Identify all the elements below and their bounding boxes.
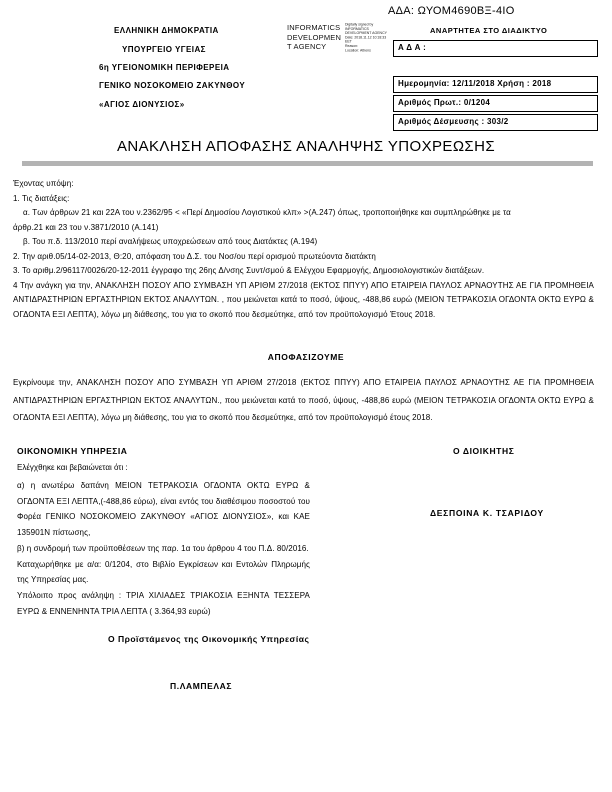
ada-code: ΑΔΑ: ΩΥΟΜ4690ΒΞ-4ΙΟ bbox=[388, 5, 515, 17]
preamble-item-1: 1. Τις διατάξεις: bbox=[13, 193, 70, 203]
stamp-line: INFORMATICS bbox=[345, 27, 369, 31]
ada-box: Α Δ Α : bbox=[393, 40, 598, 57]
protocol-number-box: Αριθμός Πρωτ.: 0/1204 bbox=[393, 95, 598, 112]
finance-checked-line: Ελέγχθηκε και βεβαιώνεται ότι : bbox=[17, 463, 128, 472]
decision-paragraph: Εγκρίνουμε την, ΑΝΑΚΛΗΣΗ ΠΟΣΟΥ ΑΠΟ ΣΥΜΒΑΣΗ ΥΠ ΑΡΙΘΜ 27/2018 (ΕΚΤΟΣ ΠΠΥΥ) ΑΠΟ ΕΤΑΙΡΕΙΑ ΠΑΥΛΟΣ ΑΡΝΑΟΥΤΗΣ ΑΕ ΓΙΑ ΠΡΟΜΗΘΕΙΑ ΑΝΤΙΔΡΑΣΤΗΡΙΩΝ ΕΡΓΑΣΤΗΡΙΩΝ ΕΚΤΟΣ ΑΝΑΛΥΤΩΝ., που μειώνεται κατά το ποσό, ύψους, -488,86 ευρώ (ΜΕΙΟΝ ΤΕΤΡΑΚΟΣΙΑ ΟΓΔΟΝΤΑ ΟΚΤΩ ΕΥΡΩ & ΟΓΔΟΝΤΑ ΕΞΙ ΛΕΠΤΑ), λόγω μη διάθεσης, του για το σκοπό που δεσμεύτηκε, από τον προϋπολογισμό έτους 2018. bbox=[13, 378, 594, 422]
preamble-item-1b: β. Του π.δ. 113/2010 περί αναλήψεως υποχρεώσεων από τους Διατάκτες (Α.194) bbox=[23, 237, 318, 246]
stamp-line: EET bbox=[345, 40, 352, 44]
finance-point-b: β) η συνδρομή των προϋποθέσεων της παρ. 1α του άρθρου 4 του Π.Δ. 80/2016. bbox=[17, 543, 309, 553]
org-line-region: 6η ΥΓΕΙΟΝΟΜΙΚΗ ΠΕΡΙΦΕΡΕΙΑ bbox=[99, 63, 230, 72]
stamp-line: Digitally signed by bbox=[345, 23, 374, 27]
finance-head-title: Ο Προϊστάμενος της Οικονομικής Υπηρεσίας bbox=[108, 634, 310, 644]
org-line-hospital: ΓΕΝΙΚΟ ΝΟΣΟΚΟΜΕΙΟ ΖΑΚΥΝΘΟΥ bbox=[99, 81, 246, 90]
commitment-number-box: Αριθμός Δέσμευσης : 303/2 bbox=[393, 114, 598, 131]
org-line-republic: ΕΛΛΗΝΙΚΗ ΔΗΜΟΚΡΑΤΙΑ bbox=[114, 26, 219, 35]
finance-certification-column bbox=[17, 478, 310, 619]
preamble-item-4: 4 Την ανάγκη για την, ΑΝΑΚΛΗΣΗ ΠΟΣΟΥ ΑΠΟ ΣΥΜΒΑΣΗ ΥΠ ΑΡΙΘΜ 27/2018 (ΕΚΤΟΣ ΠΠΥΥ) ΑΠΟ ΕΤΑΙΡΕΙΑ ΠΑΥΛΟΣ ΑΡΝΑΟΥΤΗΣ ΑΕ ΓΙΑ ΠΡΟΜΗΘΕΙΑ ΑΝΤΙΔΡΑΣΤΗΡΙΩΝ ΕΡΓΑΣΤΗΡΙΩΝ ΕΚΤΟΣ ΑΝΑΛΥΤΩΝ. , που μειώνεται κατά το ποσό, ύψους, -488,86 ευρώ (ΜΕΙΟΝ ΤΕΤΡΑΚΟΣΙΑ ΟΓΔΟΝΤΑ ΟΚΤΩ ΕΥΡΩ & ΟΓΔΟΝΤΑ ΕΞΙ ΛΕΠΤΑ), λόγω μη διάθεσης, του για το σκοπό που δεσμεύτηκε, από τον προϋπολογισμό Έτους 2018. bbox=[13, 280, 594, 319]
finance-service-heading: ΟΙΚΟΝΟΜΙΚΗ ΥΠΗΡΕΣΙΑ bbox=[17, 446, 128, 456]
stamp-line: DEVELOPMENT AGENCY bbox=[345, 31, 387, 36]
decision-heading: ΑΠΟΦΑΣΙΖΟΥΜΕ bbox=[267, 352, 345, 362]
date-box: Ημερομηνία: 12/11/2018 Χρήση : 2018 bbox=[393, 76, 598, 93]
preamble-item-1a-cont: άρθρ.21 και 23 του ν.3871/2010 (Α.141) bbox=[13, 222, 159, 232]
ida-line: INFORMATICS bbox=[287, 23, 341, 32]
page-title: ΑΝΑΚΛΗΣΗ ΑΠΟΦΑΣΗΣ ΑΝΑΛΗΨΗΣ ΥΠΟΧΡΕΩΣΗΣ bbox=[116, 138, 496, 155]
preamble-item-1a: α. Των άρθρων 21 και 22Α του ν.2362/95 < «Περί Δημοσίου Λογιστικού κλπ» >(Α.247) όπως, τροποποιήθηκε και συμπληρώθηκε με τα bbox=[23, 208, 511, 217]
preamble-section bbox=[13, 177, 594, 322]
finance-head-name: Π.ΛΑΜΠΕΛΑΣ bbox=[170, 681, 233, 691]
finance-registered-line: Καταχωρήθηκε με α/α: 0/1204, στο Βιβλίο Εγκρίσεων και Εντολών Πληρωμής της Υπηρεσίας μας. bbox=[17, 559, 310, 585]
having-regard-line: Έχοντας υπόψη: bbox=[13, 179, 74, 188]
stamp-line: Date: 2018.11.12 10:18:33 bbox=[345, 35, 387, 40]
preamble-item-3: 3. Το αριθμ.2/96117/0026/20-12-2011 έγγραφο της 26ης Δ/νσης Συντ/σμού & Ελέγχου Εφαρμογής, Δημοσιολογιστικών διατάξεων. bbox=[13, 266, 485, 275]
org-line-ministry: ΥΠΟΥΡΓΕΙΟ ΥΓΕΙΑΣ bbox=[122, 45, 206, 54]
commander-name: ΔΕΣΠΟΙΝΑ Κ. ΤΣΑΡΙΔΟΥ bbox=[430, 508, 544, 518]
ida-line: T AGENCY bbox=[287, 42, 327, 51]
org-line-hospital-name: «ΑΓΙΟΣ ΔΙΟΝΥΣΙΟΣ» bbox=[99, 100, 185, 109]
internet-posting-note: ΑΝΑΡΤΗΤΕΑ ΣΤΟ ΔΙΑΔΙΚΤΥΟ bbox=[430, 26, 548, 35]
preamble-item-2: 2. Την αριθ.05/14-02-2013, Θ:20, απόφαση του Δ.Σ. του Νοσ/ου περί ορισμού πρωτεύοντα διατάκτη bbox=[13, 251, 376, 261]
stamp-line: Location: Athens bbox=[345, 48, 371, 53]
commander-title: Ο ΔΙΟΙΚΗΤΗΣ bbox=[453, 446, 515, 456]
stamp-line: Reason: bbox=[345, 44, 359, 48]
finance-point-a: α) η ανωτέρω δαπάνη ΜΕΙΟΝ ΤΕΤΡΑΚΟΣΙΑ ΟΓΔΟΝΤΑ ΟΚΤΩ ΕΥΡΩ & ΟΓΔΟΝΤΑ ΕΞΙ ΛΕΠΤΑ,(-488,86 εύρω), είναι εντός του διαθέσιμου ποσοστού του Φορέα ΓΕΝΙΚΟ ΝΟΣΟΚΟΜΕΙΟ ΖΑΚΥΝΘΟΥ «ΑΓΙΟΣ ΔΙΟΝΥΣΙΟΣ», και ΚΑΕ 135901Ν πίστωσης, bbox=[17, 481, 310, 538]
ida-signer-block bbox=[287, 23, 347, 52]
finance-balance-line: Υπόλοιπο προς ανάληψη : ΤΡΙΑ ΧΙΛΙΑΔΕΣ ΤΡΙΑΚΟΣΙΑ ΕΞΗΝΤΑ ΤΕΣΣΕΡΑ ΕΥΡΩ & ΕΝΝΕΝΗΝΤΑ ΤΡΙΑ ΛΕΠΤΑ ( 3.364,93 ευρώ) bbox=[17, 590, 310, 616]
ida-line: DEVELOPMEN bbox=[287, 32, 342, 42]
horizontal-divider bbox=[22, 161, 593, 166]
digital-signature-stamp bbox=[345, 23, 393, 53]
